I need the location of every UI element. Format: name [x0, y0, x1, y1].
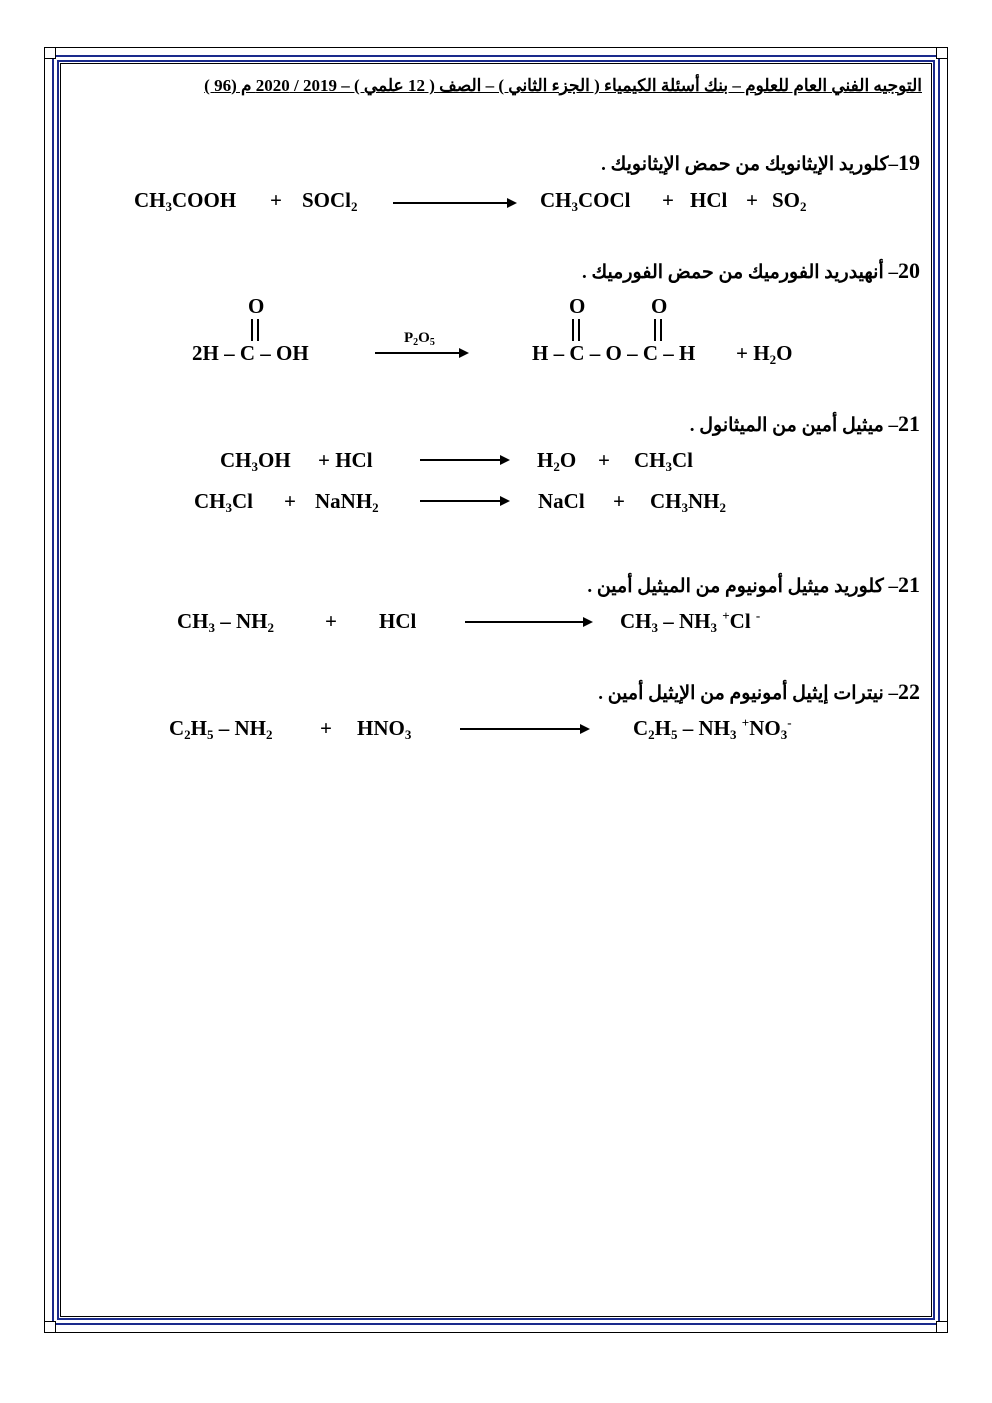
double-bond [654, 319, 662, 341]
corner-top-right [936, 47, 948, 59]
page-header: التوجيه الفني العام للعلوم – بنك أسئلة الكيمياء ( الجزء الثاني ) – الصف ( 12 علمي ) – 2019 / 2020 م (96 ) [204, 76, 922, 95]
plus-sign: + [325, 609, 337, 633]
plus-sign: + [270, 188, 282, 212]
reactant-ethylamine: $C_2H_5 - NH_2$ [169, 716, 273, 742]
carbonyl-oxygen: O [248, 294, 265, 318]
plus-sign: + [746, 188, 758, 212]
question-22 [598, 679, 920, 705]
double-bond [572, 319, 580, 341]
question-number: 21 [898, 411, 920, 436]
product-ethylammonium-nitrate: $C_2H_5 - NH_3$ $^+NO_3^-$ [633, 715, 792, 742]
reactant-nitric-acid: $HNO_3$ [357, 716, 412, 742]
catalyst-subscript: 2 [413, 337, 419, 348]
reaction-arrow [375, 352, 467, 354]
question-19 [601, 150, 920, 176]
plus-water: + $H_2O$ [736, 341, 793, 367]
plus-sign: + [662, 188, 674, 212]
product-methylamine: $CH_3NH_2$ [650, 489, 726, 515]
question-text: – كلوريد ميثيل أمونيوم من الميثيل أمين . [587, 576, 898, 597]
reaction-arrow [460, 728, 588, 730]
plus-sign: + [598, 448, 610, 472]
catalyst-element-p: P [404, 330, 414, 346]
catalyst-element-o: O [418, 330, 430, 346]
reactant-methanol: $CH_3OH$ [220, 448, 291, 474]
carbonyl-oxygen: O [569, 294, 586, 318]
product-so2: $SO_2$ [772, 188, 807, 214]
reactant-acetic-acid: $CH_3COOH$ [134, 188, 237, 214]
product-nacl: NaCl [538, 489, 585, 513]
question-number: 20 [898, 258, 920, 283]
question-text: – نيترات إيثيل أمونيوم من الإيثيل أمين . [598, 683, 898, 704]
catalyst-subscript: 5 [429, 337, 435, 348]
product-water: $H_2O$ [537, 448, 577, 474]
plus-sign: + [320, 716, 332, 740]
plus-sign: + [284, 489, 296, 513]
question-21b [587, 572, 920, 598]
product-methylammonium-chloride: $CH_3 - NH_3$ +Cl - [620, 608, 761, 635]
reactant-hcl: HCl [379, 609, 417, 633]
question-number: 22 [898, 679, 920, 704]
corner-top-left [44, 47, 56, 59]
carbonyl-oxygen: O [651, 294, 668, 318]
catalyst-p2o5 [404, 330, 435, 347]
plus-hcl: + HCl [318, 448, 373, 472]
reaction-arrow [420, 500, 508, 502]
reaction-arrow [393, 202, 515, 204]
question-number: 19 [898, 150, 920, 175]
double-bond [251, 319, 259, 341]
product-hcl: HCl [690, 188, 728, 212]
question-20 [582, 258, 920, 284]
question-text: – أنهيدريد الفورميك من حمض الفورميك . [581, 262, 898, 283]
product-chloromethane: $CH_3Cl$ [634, 448, 693, 474]
reactant-sodium-amide: NaNH$_2$ [315, 489, 379, 515]
reactant-chloromethane: $CH_3Cl$ [194, 489, 253, 515]
question-number: 21 [898, 572, 920, 597]
product-acetyl-chloride: $CH_3COCl$ [540, 188, 631, 214]
reactant-thionyl-chloride: SOCl$_2$ [302, 188, 358, 214]
reactant-formic-acid: 2H – C – OH [192, 341, 309, 365]
product-formic-anhydride: H – C – O – C – H [532, 341, 696, 365]
corner-bottom-right [936, 1321, 948, 1333]
reaction-arrow [465, 621, 591, 623]
question-text: – ميثيل أمين من الميثانول . [689, 415, 898, 436]
reactant-methylamine: $CH_3 - NH_2$ [177, 609, 274, 635]
question-text: –كلوريد الإيثانويك من حمض الإيثانويك . [601, 154, 898, 175]
corner-bottom-left [44, 1321, 56, 1333]
question-21a [690, 411, 920, 437]
plus-sign: + [613, 489, 625, 513]
reaction-arrow [420, 459, 508, 461]
